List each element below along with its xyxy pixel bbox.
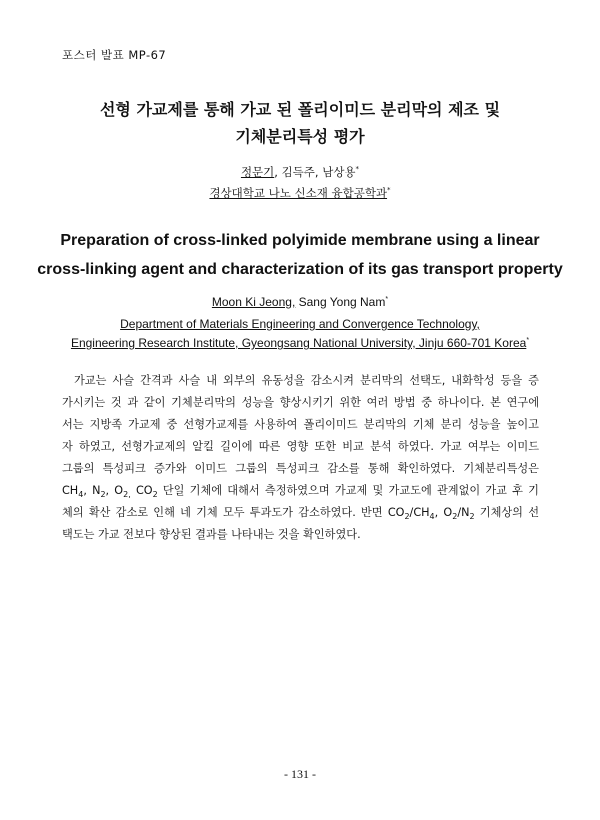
korean-affiliation	[0, 185, 600, 201]
subscript: 2	[100, 490, 106, 500]
korean-affiliation-mark: *	[387, 186, 391, 195]
english-other-authors: Sang Yong Nam	[295, 295, 386, 309]
presenting-author-korean: 정문기	[240, 165, 275, 179]
abstract-line	[62, 480, 539, 502]
subscript: 2	[152, 490, 158, 500]
abstract-text: 단일 기체에 대해서 측정하였으며 가교제 및 가교도에 관계없이 가교 후 기	[157, 484, 539, 497]
subscript: 2	[469, 512, 475, 522]
presenting-author-english: Moon Ki Jeong,	[211, 295, 296, 309]
english-affiliation-mark: *	[526, 337, 530, 344]
subscript: 2	[404, 512, 410, 522]
korean-title-line-1: 선형 가교제를 통해 가교 된 폴리이미드 분리막의 제조 및	[99, 100, 501, 119]
subscript: 2,	[123, 490, 131, 500]
korean-affiliation-text: 경상대학교 나노 신소재 융합공학과	[209, 186, 388, 200]
abstract-line	[62, 370, 539, 392]
english-affiliation	[0, 315, 600, 353]
korean-corresponding-mark: *	[355, 165, 360, 174]
subscript: 2	[452, 512, 458, 522]
session-code: 포스터 발표 MP-67	[62, 48, 167, 62]
english-affiliation-line-1: Department of Materials Engineering and Convergence Technology,	[120, 317, 480, 331]
abstract-text: CH	[62, 484, 79, 497]
english-affiliation-line-2: Engineering Research Institute, Gyeongsang National University, Jinju 660-701 Korea	[70, 336, 527, 350]
abstract-text: 기체상의 선	[474, 506, 540, 519]
korean-authors	[0, 164, 600, 180]
abstract-text: , O	[434, 506, 453, 519]
english-authors	[0, 295, 600, 309]
korean-title-line-2: 기체분리특성 평가	[235, 127, 365, 146]
abstract-text: 가교는 사슬 간격과 사슬 내 외부의 유동성을 감소시켜 분리막의 선택도, 내화학성 등을 증	[74, 374, 539, 387]
abstract-text: /CH	[409, 506, 430, 519]
abstract-line	[62, 502, 539, 524]
korean-other-authors: , 김득주, 남상용	[274, 165, 356, 179]
abstract-text: 체의 확산 감소로 인해 네 기체 모두 투과도가 감소하였다. 반면 CO	[62, 506, 405, 519]
abstract-body	[62, 370, 539, 546]
abstract-line: 자 하였고, 선형가교제의 알킬 길이에 따른 영향 또한 비교 분석 하였다. 가교 여부는 이미드	[62, 440, 539, 453]
english-title	[0, 226, 600, 284]
page-number: - 131 -	[284, 767, 316, 781]
abstract-text: , O	[105, 484, 124, 497]
subscript: 4	[429, 512, 435, 522]
abstract-text: /N	[457, 506, 470, 519]
abstract-line: 가시키는 것 과 같이 기체분리막의 성능을 향상시키기 위한 여러 방법 중 하나이다. 본 연구에	[62, 396, 539, 409]
abstract-text: CO	[130, 484, 153, 497]
abstract-line: 그룹의 특성피크 증가와 이미드 그룹의 특성피크 감소를 통해 확인하였다. 기체분리특성은	[62, 462, 539, 475]
english-title-line-2: cross-linking agent and characterization of its gas transport property	[37, 261, 563, 278]
abstract-line: 택도는 가교 전보다 향상된 결과를 나타내는 것을 확인하였다.	[62, 528, 361, 541]
abstract-text: , N	[83, 484, 101, 497]
subscript: 4	[78, 490, 84, 500]
korean-title	[0, 96, 600, 150]
english-affiliation-line-2-wrap	[0, 334, 600, 353]
abstract-line: 서는 지방족 가교제 중 선형가교제를 사용하여 폴리이미드 분리막의 기체 분리 성능을 높이고	[62, 418, 539, 431]
english-corresponding-mark: *	[385, 296, 389, 303]
english-title-line-1: Preparation of cross-linked polyimide membrane using a linear	[60, 232, 540, 249]
